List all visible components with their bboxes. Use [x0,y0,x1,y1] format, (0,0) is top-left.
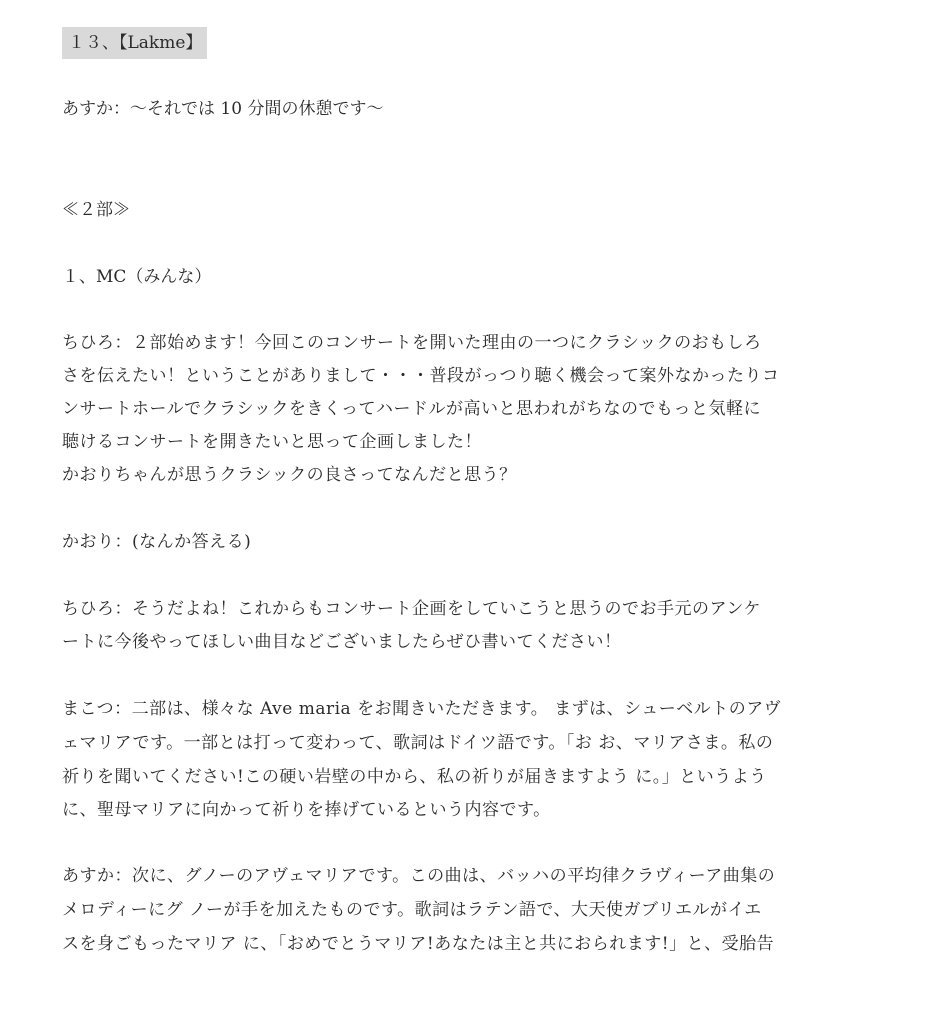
paragraph-line: に、聖母マリアに向かって祈りを捧げているという内容です。 [62,800,551,820]
paragraph-line: ェマリアです。一部とは打って変わって、歌詞はドイツ語です。「お お、マリアさま。私の [62,733,774,753]
paragraph-line: ちひろ：２部始めます！今回このコンサートを開いた理由の一つにクラシックのおもしろ [62,333,762,353]
mc-title: １、MC（みんな） [62,267,212,287]
paragraph-line: ちひろ：そうだよね！これからもコンサート企画をしていこうと思うのでお手元のアンケ [62,599,761,619]
part-marker: ≪２部≫ [62,200,130,220]
paragraph-line: ンサートホールでクラシックをきくってハードルが高いと思われがちなのでもっと気軽に [62,399,761,419]
paragraph-line: あすか：次に、グノーのアヴェマリアです。この曲は、バッハの平均律クラヴィーア曲集の [62,866,776,886]
paragraph-line: まこつ：二部は、様々な Ave maria をお聞きいただきます。 まずは、シューベルトのアヴ [62,699,782,719]
paragraph-line: 祈りを聞いてください!この硬い岩壁の中から、私の祈りが届きますよう に。」というよう [62,767,767,787]
paragraph-line: 聴けるコンサートを開きたいと思って企画しました！ [62,432,482,452]
paragraph-line: かおり：(なんか答える) [62,532,252,552]
paragraph-line: さを伝えたい！ということがありまして・・・普段がっつり聴く機会って案外なかったりコ [62,366,780,386]
heading-title: １３、【Lakme】 [68,33,203,53]
paragraph-line: スを身ごもったマリア に、「おめでとうマリア!あなたは主と共におられます!」と、受胎告 [62,934,775,954]
paragraph-line: ートに今後やってほしい曲目などございましたらぜひ書いてください！ [62,632,622,652]
paragraph-line: メロディーにグ ノーが手を加えたものです。歌詞はラテン語で、大天使ガブリエルがイエ [62,900,762,920]
intermission-line: あすか：～それでは 10 分間の休憩です～ [62,99,384,119]
paragraph-line: かおりちゃんが思うクラシックの良さってなんだと思う？ [62,465,517,485]
